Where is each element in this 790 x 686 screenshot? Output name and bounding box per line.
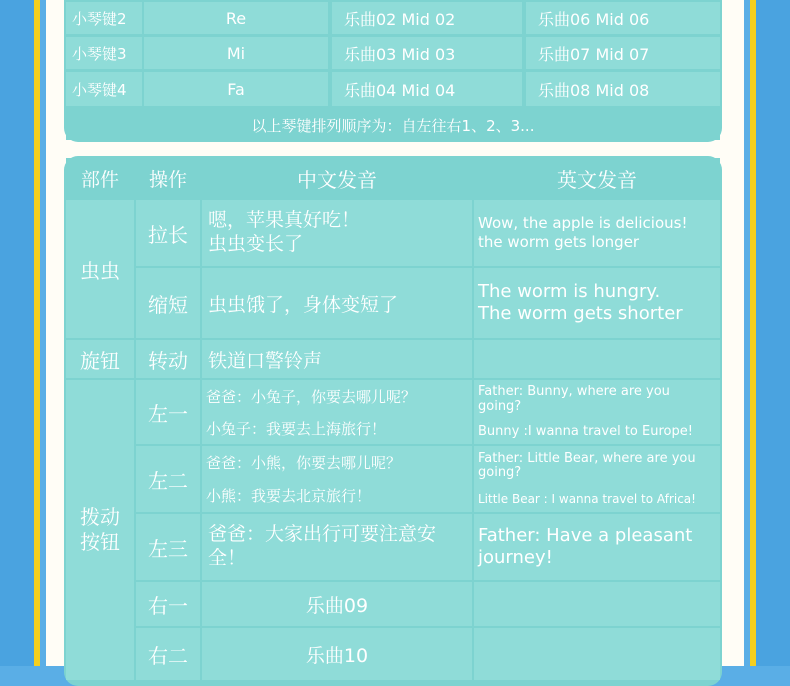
cn-left-2 — [202, 446, 472, 512]
key-order-footer: 以上琴键排列顺序为：自左往右1、2、3... — [66, 110, 720, 140]
en-left-1-line-b: Bunny :I wanna travel to Europe! — [478, 424, 693, 440]
cn-right-1: 乐曲09 — [202, 582, 472, 626]
cn-left-1-line-b: 小兔子：我要去上海旅行！ — [206, 419, 387, 438]
en-left-1 — [474, 380, 720, 444]
mid-cell: 乐曲07 Mid 07 — [526, 37, 720, 69]
cn-rotate: 铁道口警铃声 — [202, 340, 472, 378]
right-decorative-border — [750, 0, 790, 666]
en-right-1-empty — [474, 582, 720, 626]
cn-shorten: 虫虫饿了，身体变短了 — [202, 268, 472, 338]
en-left-2-line-a: Father: Little Bear, where are you going? — [478, 450, 696, 481]
header-part: 部件 — [66, 158, 134, 198]
en-stretch: Wow, the apple is delicious! the worm gets longer — [474, 200, 720, 266]
en-left-2 — [474, 446, 720, 512]
mid-cell: 乐曲06 Mid 06 — [526, 2, 720, 34]
header-operation: 操作 — [136, 158, 200, 198]
op-left-2: 左二 — [136, 446, 200, 512]
cn-stretch: 嗯，苹果真好吃！ 虫虫变长了 — [202, 200, 472, 266]
part-toggle-button: 拨动 按钮 — [66, 380, 134, 680]
key-label-cell: 小琴键2 — [66, 2, 142, 34]
left-decorative-border — [0, 0, 40, 666]
op-right-1: 右一 — [136, 582, 200, 626]
part-worm: 虫虫 — [66, 200, 134, 338]
cn-left-2-line-b: 小熊：我要去北京旅行！ — [206, 487, 372, 505]
cn-left-2-line-a: 爸爸：小熊，你要去哪儿呢？ — [206, 454, 402, 472]
mid-cell: 乐曲08 Mid 08 — [526, 72, 720, 106]
op-rotate: 转动 — [136, 340, 200, 378]
cn-right-2: 乐曲10 — [202, 628, 472, 680]
mid-cell: 乐曲03 Mid 03 — [332, 37, 522, 69]
en-rotate-empty — [474, 340, 720, 378]
header-english: 英文发音 — [474, 158, 720, 198]
op-right-2: 右二 — [136, 628, 200, 680]
cn-left-1-line-a: 爸爸：小兔子，你要去哪儿呢？ — [206, 387, 417, 406]
op-shorten: 缩短 — [136, 268, 200, 338]
note-cell: Fa — [144, 72, 328, 106]
en-right-2-empty — [474, 628, 720, 680]
en-left-1-line-a: Father: Bunny, where are you going? — [478, 383, 670, 414]
cn-left-1 — [202, 380, 472, 444]
en-left-3: Father: Have a pleasant journey! — [474, 514, 720, 580]
key-label-cell: 小琴键3 — [66, 37, 142, 69]
note-cell: Re — [144, 2, 328, 34]
op-left-1: 左一 — [136, 380, 200, 444]
en-shorten: The worm is hungry. The worm gets shorter — [474, 268, 720, 338]
op-stretch: 拉长 — [136, 200, 200, 266]
key-label-cell: 小琴键4 — [66, 72, 142, 106]
part-knob: 旋钮 — [66, 340, 134, 378]
op-left-3: 左三 — [136, 514, 200, 580]
cn-left-3: 爸爸：大家出行可要注意安 全！ — [202, 514, 472, 580]
mid-cell: 乐曲02 Mid 02 — [332, 2, 522, 34]
mid-cell: 乐曲04 Mid 04 — [332, 72, 522, 106]
en-left-2-line-b: Little Bear : I wanna travel to Africa! — [478, 492, 696, 507]
header-chinese: 中文发音 — [202, 158, 472, 198]
note-cell: Mi — [144, 37, 328, 69]
